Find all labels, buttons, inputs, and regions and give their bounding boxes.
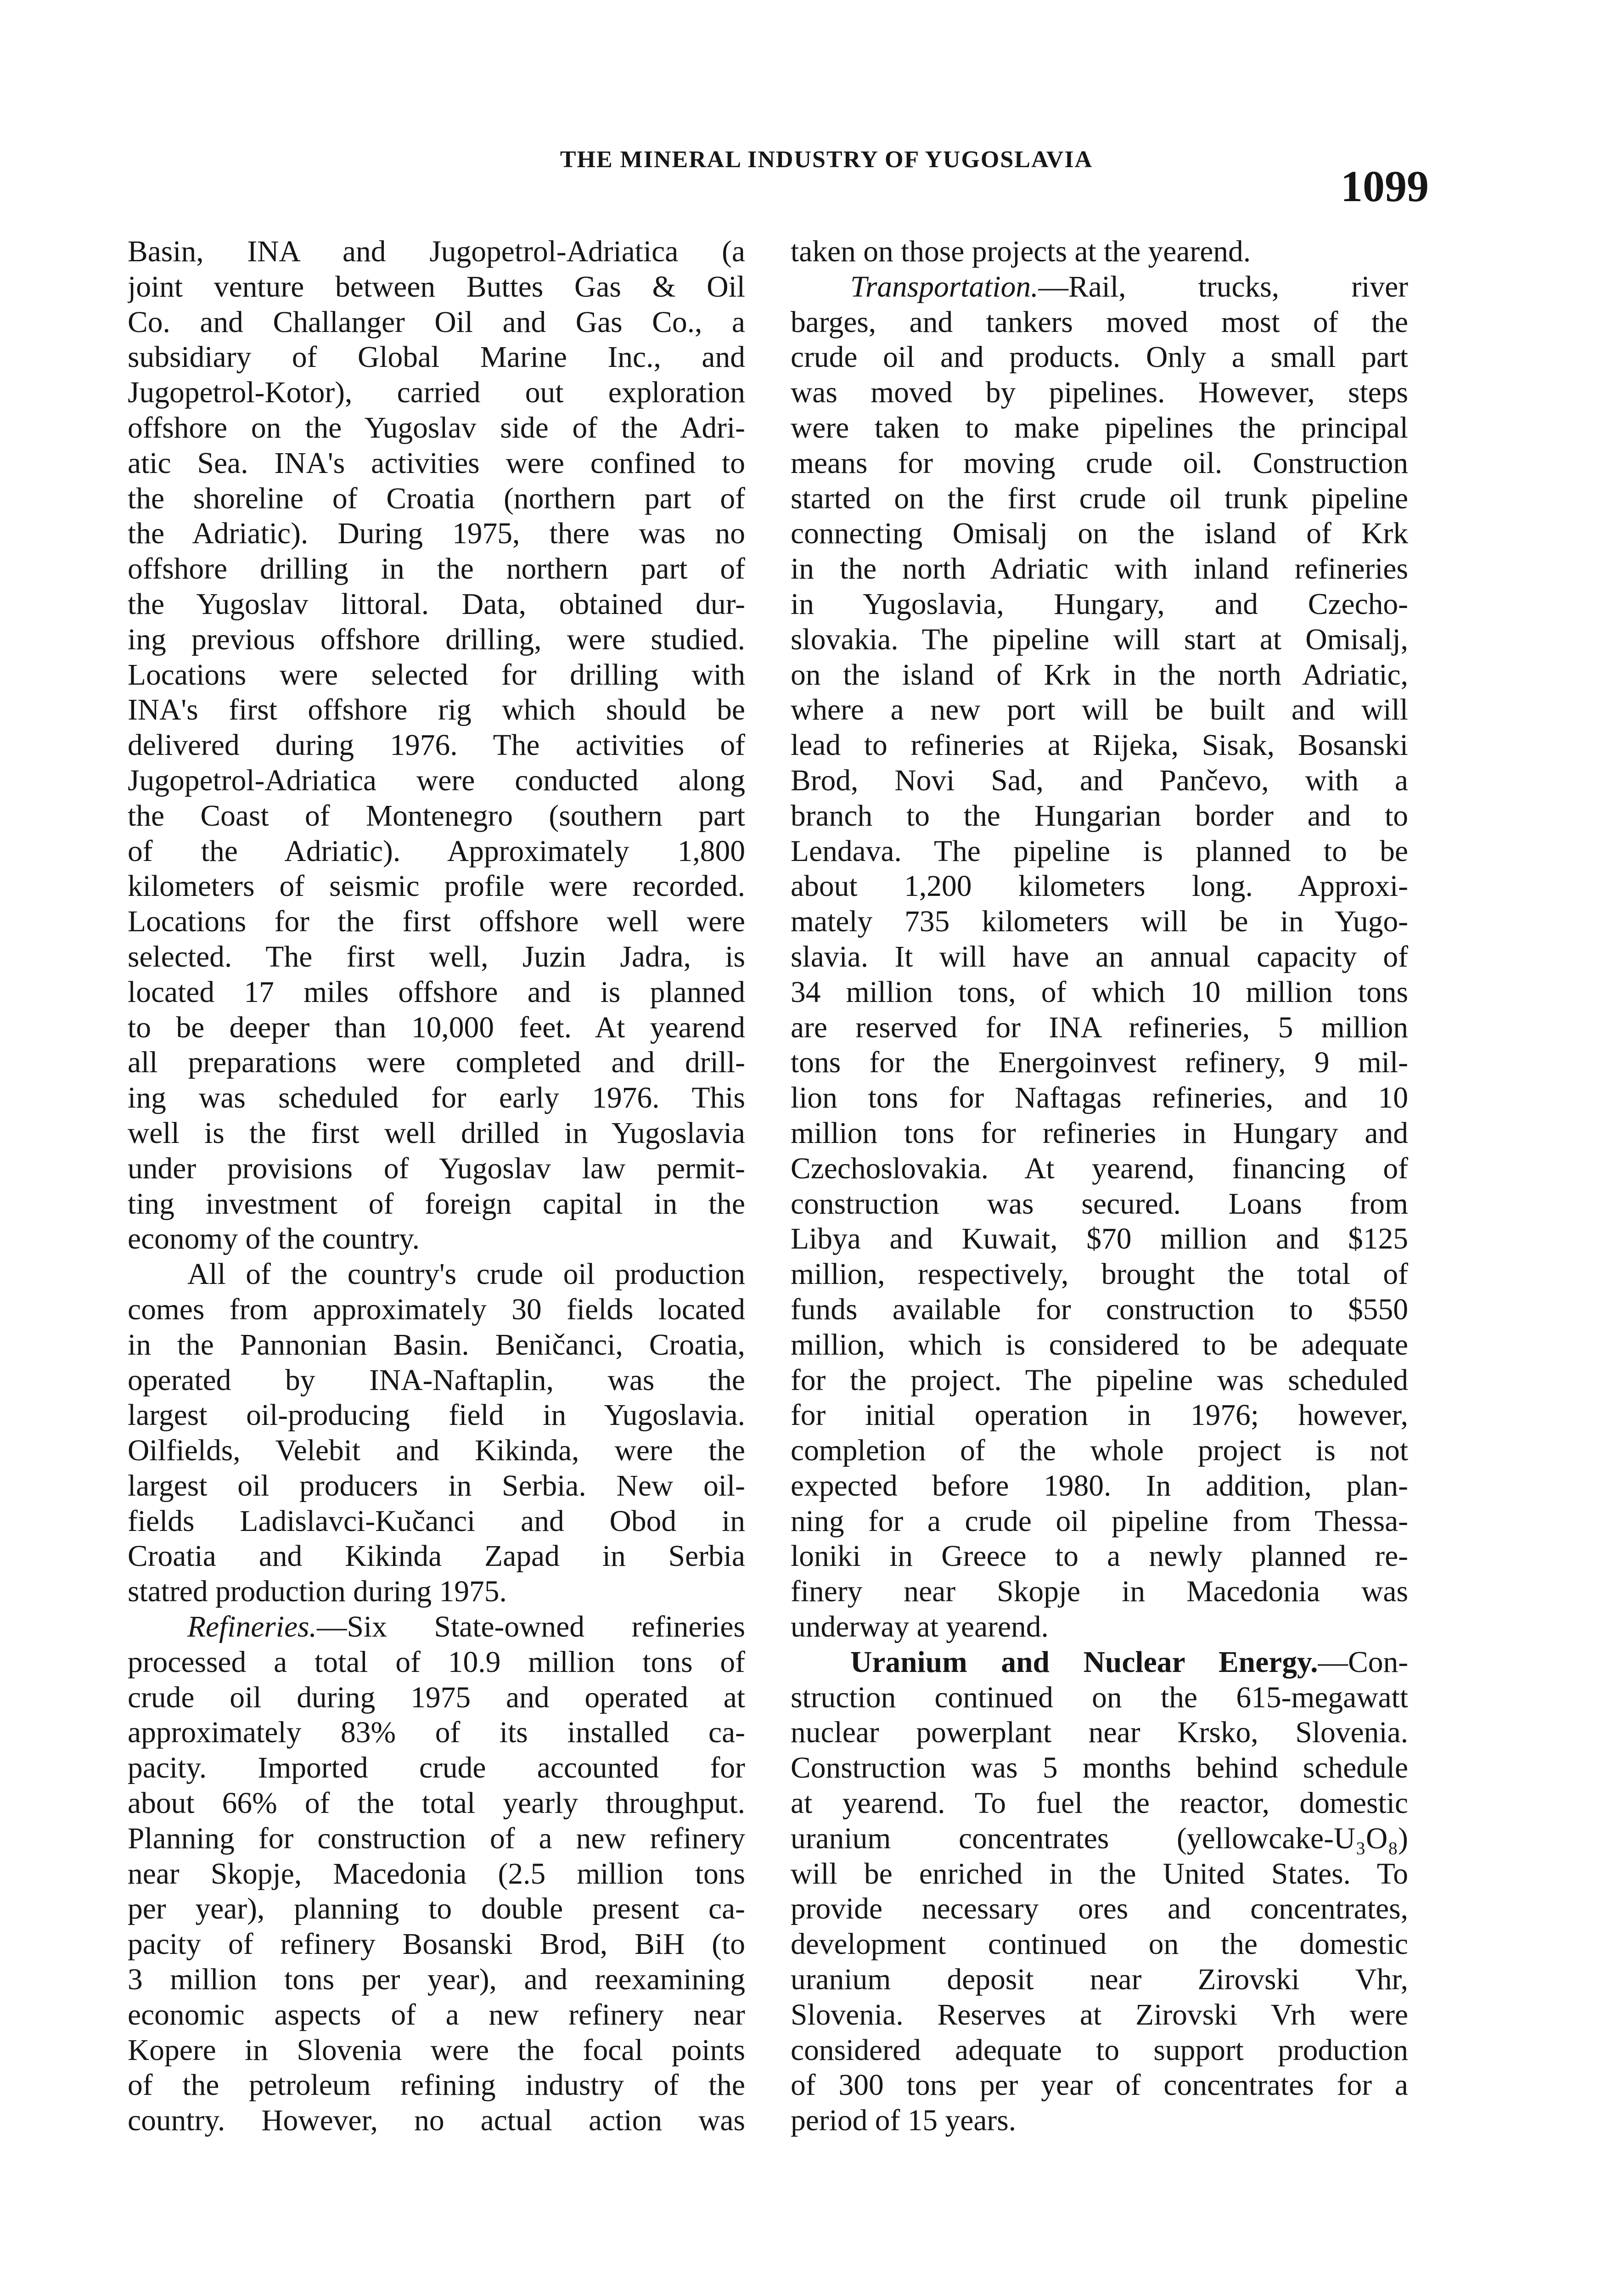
text-line: kilometers of seismic profile were recorded.	[128, 870, 745, 903]
text-line: country. However, no actual action was	[128, 2104, 745, 2138]
text-line: funds available for construction to $550	[791, 1293, 1408, 1326]
text-line: construction was secured. Loans from	[791, 1187, 1408, 1221]
text-line: million tons for refineries in Hungary and	[791, 1116, 1408, 1150]
text-line: are reserved for INA refineries, 5 million	[791, 1011, 1408, 1044]
text-line: period of 15 years.	[791, 2104, 1017, 2138]
paragraph-uranium	[791, 1645, 1408, 2138]
text-line: under provisions of Yugoslav law permit-	[128, 1152, 745, 1185]
text-line: of the Adriatic). Approximately 1,800	[128, 834, 745, 868]
text-line: offshore on the Yugoslav side of the Adri-	[128, 411, 745, 445]
text-line: of 300 tons per year of concentrates for a	[791, 2069, 1408, 2102]
text-line: Brod, Novi Sad, and Pančevo, with a	[791, 764, 1408, 797]
text-line: finery near Skopje in Macedonia was	[791, 1575, 1408, 1609]
uranium-heading: Uranium and Nuclear Energy.	[850, 1645, 1318, 1679]
text-line: lion tons for Naftagas refineries, and 10	[791, 1081, 1408, 1115]
text-line: crude oil during 1975 and operated at	[128, 1681, 745, 1714]
text-line: Oilfields, Velebit and Kikinda, were the	[128, 1434, 745, 1468]
text-line: Kopere in Slovenia were the focal points	[128, 2033, 745, 2067]
text-line: Locations for the first offshore well were	[128, 905, 745, 939]
text-line: Jugopetrol-Adriatica were conducted along	[128, 764, 745, 797]
text-line: 3 million tons per year), and reexamining	[128, 1963, 745, 1997]
text-line: near Skopje, Macedonia (2.5 million tons	[128, 1857, 745, 1891]
refineries-first-line-text: —Six State-owned refineries	[316, 1610, 745, 1644]
text-line: about 66% of the total yearly throughput.	[128, 1787, 745, 1820]
text-line: was moved by pipelines. However, steps	[791, 376, 1408, 410]
text-line: all preparations were completed and drill-	[128, 1046, 745, 1080]
text-line: the shoreline of Croatia (northern part of	[128, 482, 745, 515]
transportation-first-line	[791, 270, 1408, 305]
text-line: loniki in Greece to a newly planned re-	[791, 1540, 1408, 1573]
text-line: of the petroleum refining industry of the	[128, 2069, 745, 2102]
text-line: barges, and tankers moved most of the	[791, 305, 1408, 339]
text-line: connecting Omisalj on the island of Krk	[791, 517, 1408, 551]
text-line: delivered during 1976. The activities of	[128, 729, 745, 762]
paragraph-refineries	[128, 1609, 745, 2138]
page-number: 1099	[1341, 162, 1429, 211]
text-line: Slovenia. Reserves at Zirovski Vrh were	[791, 1998, 1408, 2032]
right-column	[791, 234, 1408, 2138]
text-line: located 17 miles offshore and is planned	[128, 975, 745, 1009]
text-line: offshore drilling in the northern part of	[128, 552, 745, 586]
text-line: means for moving crude oil. Construction	[791, 446, 1408, 480]
text-line: on the island of Krk in the north Adriatic,	[791, 658, 1408, 692]
text-line: to be deeper than 10,000 feet. At yearend	[128, 1011, 745, 1044]
text-line: All of the country's crude oil production	[187, 1258, 745, 1291]
text-line: underway at yearend.	[791, 1610, 1049, 1644]
text-line: Libya and Kuwait, $70 million and $125	[791, 1222, 1408, 1256]
left-column	[128, 234, 745, 2138]
text-line: economy of the country.	[128, 1222, 420, 1256]
text-line: ting investment of foreign capital in the	[128, 1187, 745, 1221]
transportation-first-line-text: —Rail, trucks, river	[1038, 270, 1408, 304]
text-line: provide necessary ores and concentrates,	[791, 1892, 1408, 1926]
text-line: branch to the Hungarian border and to	[791, 799, 1408, 833]
text-line: 34 million tons, of which 10 million tons	[791, 975, 1408, 1009]
text-line: the Yugoslav littoral. Data, obtained dur-	[128, 587, 745, 621]
text-line: mately 735 kilometers will be in Yugo-	[791, 905, 1408, 939]
text-line: INA's first offshore rig which should be	[128, 693, 745, 727]
refineries-heading: Refineries.	[187, 1610, 317, 1644]
text-line: ning for a crude oil pipeline from Thessa-	[791, 1504, 1408, 1538]
refineries-first-line	[128, 1609, 745, 1645]
text-line: the Adriatic). During 1975, there was no	[128, 517, 745, 551]
text-line: subsidiary of Global Marine Inc., and	[128, 341, 745, 374]
text-line: will be enriched in the United States. To	[791, 1857, 1408, 1891]
text-line: considered adequate to support production	[791, 2033, 1408, 2067]
text-line: Croatia and Kikinda Zapad in Serbia	[128, 1540, 745, 1573]
text-line: where a new port will be built and will	[791, 693, 1408, 727]
text-line: joint venture between Buttes Gas & Oil	[128, 270, 745, 304]
text-line: million, which is considered to be adequate	[791, 1328, 1408, 1362]
text-line: atic Sea. INA's activities were confined to	[128, 446, 745, 480]
text-line: uranium concentrates (yellowcake-U₃O₈)	[791, 1822, 1408, 1855]
paragraph-offshore-exploration	[128, 234, 745, 1257]
paragraph-continuation	[791, 234, 1408, 270]
text-line: Czechoslovakia. At yearend, financing of	[791, 1152, 1408, 1185]
text-line: pacity. Imported crude accounted for	[128, 1751, 745, 1785]
text-line: lead to refineries at Rijeka, Sisak, Bosanski	[791, 729, 1408, 762]
uranium-first-line	[791, 1645, 1408, 1680]
text-line: economic aspects of a new refinery near	[128, 1998, 745, 2032]
text-line: approximately 83% of its installed ca-	[128, 1716, 745, 1750]
text-line: Jugopetrol-Kotor), carried out exploration	[128, 376, 745, 410]
text-line: in Yugoslavia, Hungary, and Czecho-	[791, 587, 1408, 621]
text-line: completion of the whole project is not	[791, 1434, 1408, 1468]
text-line: largest oil producers in Serbia. New oil-	[128, 1469, 745, 1503]
text-line: taken on those projects at the yearend.	[791, 235, 1251, 268]
text-line: Co. and Challanger Oil and Gas Co., a	[128, 305, 745, 339]
text-line: about 1,200 kilometers long. Approxi-	[791, 870, 1408, 903]
text-line: million, respectively, brought the total of	[791, 1258, 1408, 1291]
text-line: started on the first crude oil trunk pipeline	[791, 482, 1408, 515]
text-line: well is the first well drilled in Yugoslavia	[128, 1116, 745, 1150]
text-line: struction continued on the 615-megawatt	[791, 1681, 1408, 1714]
text-line: Locations were selected for drilling with	[128, 658, 745, 692]
text-line: ing previous offshore drilling, were studied.	[128, 623, 745, 656]
text-line: were taken to make pipelines the principal	[791, 411, 1408, 445]
text-line: Construction was 5 months behind schedule	[791, 1751, 1408, 1785]
text-line: in the north Adriatic with inland refineries	[791, 552, 1408, 586]
paragraph-transportation	[791, 270, 1408, 1645]
text-line: for initial operation in 1976; however,	[791, 1399, 1408, 1432]
transportation-heading: Transportation.	[850, 270, 1039, 304]
text-line: fields Ladislavci-Kučanci and Obod in	[128, 1504, 745, 1538]
text-line: tons for the Energoinvest refinery, 9 mil-	[791, 1046, 1408, 1080]
paragraph-crude-oil-production	[128, 1257, 745, 1609]
text-line: development continued on the domestic	[791, 1928, 1408, 1961]
text-line: in the Pannonian Basin. Beničanci, Croatia,	[128, 1328, 745, 1362]
text-line: ing was scheduled for early 1976. This	[128, 1081, 745, 1115]
text-line: uranium deposit near Zirovski Vhr,	[791, 1963, 1408, 1997]
text-line: comes from approximately 30 fields located	[128, 1293, 745, 1326]
text-line: expected before 1980. In addition, plan-	[791, 1469, 1408, 1503]
text-line: operated by INA-Naftaplin, was the	[128, 1363, 745, 1397]
text-line: slovakia. The pipeline will start at Omisalj,	[791, 623, 1408, 656]
text-line: crude oil and products. Only a small part	[791, 341, 1408, 374]
text-line: Basin, INA and Jugopetrol-Adriatica (a	[128, 235, 745, 268]
text-line: for the project. The pipeline was scheduled	[791, 1363, 1408, 1397]
text-line: processed a total of 10.9 million tons of	[128, 1645, 745, 1679]
text-line: largest oil-producing field in Yugoslavia.	[128, 1399, 745, 1432]
text-line: pacity of refinery Bosanski Brod, BiH (to	[128, 1928, 745, 1961]
text-line: selected. The first well, Juzin Jadra, is	[128, 940, 745, 974]
uranium-first-line-text: —Con-	[1318, 1645, 1408, 1679]
text-line: Lendava. The pipeline is planned to be	[791, 834, 1408, 868]
text-line: Planning for construction of a new refinery	[128, 1822, 745, 1855]
text-line: per year), planning to double present ca-	[128, 1892, 745, 1926]
text-line: statred production during 1975.	[128, 1575, 507, 1609]
text-line: at yearend. To fuel the reactor, domestic	[791, 1787, 1408, 1820]
text-line: nuclear powerplant near Krsko, Slovenia.	[791, 1716, 1408, 1750]
text-line: the Coast of Montenegro (southern part	[128, 799, 745, 833]
text-line: slavia. It will have an annual capacity of	[791, 940, 1408, 974]
running-head: THE MINERAL INDUSTRY OF YUGOSLAVIA	[560, 146, 1093, 173]
